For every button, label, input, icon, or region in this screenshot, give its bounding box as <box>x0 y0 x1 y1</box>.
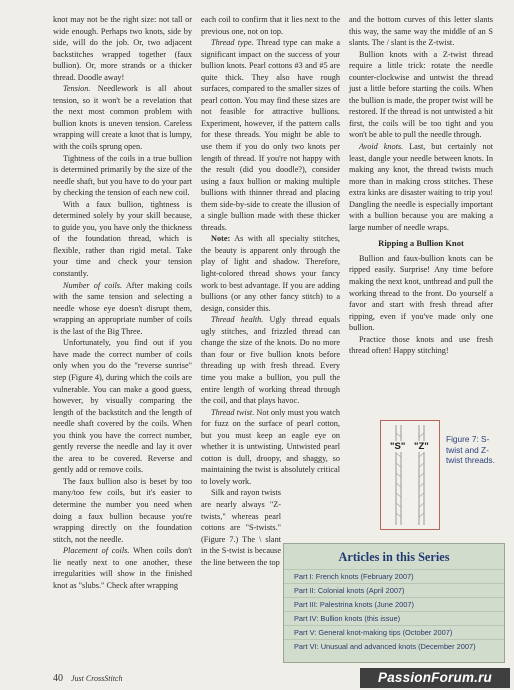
paragraph-note: Note: As with all specialty stitches, the beauty is apparent only through the play of light and shadow. Therefore, light-colored thread shows your fancy work to best advantage. If you are adding bullions (or any other fancy stitch) to a design, consider this. <box>201 234 340 313</box>
section-heading: Ripping a Bullion Knot <box>378 238 464 249</box>
figure-caption: Figure 7: S-twist and Z-twist threads. <box>446 434 495 465</box>
paragraph-avoid-knots: Avoid knots. Last, but certainly not least, dangle your needle between knots. In making any knot, the thread twists much more than in making cross stitches. These extra kinks are disaster waiting to trip you! Dangling the needle is especially important with a bullion because you are making a large number of needle wraps. <box>349 142 493 232</box>
paragraph-thread-twist: Thread twist. Not only must you watch for fuzz on the surface of pearl cotton, but you must keep an eagle eye on whether it is untwisting. Untwisted pearl cotton is dull, droopy, and shaggy, so maintaining the twist is absolutely critical to lovely work. <box>201 407 340 486</box>
paragraph-thread-health: Thread health. Ugly thread equals ugly stitches, and frizzled thread can change the size of the knots. Do no more than four or five bullion knots before threading up with fresh thread. Every time you make a bullion, you pull the entire length of working thread through the coil, and that plays havoc. <box>201 315 340 406</box>
column-1 <box>53 14 192 591</box>
run-in-heading: Note: <box>211 234 231 244</box>
paragraph: knot may not be the right size: not tall or wide enough. Perhaps two knots, side by side, will do the job. Or, two adjacent backstitches wrapped together (faux bullion). Or, more strands or a thicker thread. Doodle away! <box>53 15 192 82</box>
z-twist-label: "Z" <box>414 441 429 452</box>
run-in-heading: Thread health. <box>211 315 264 325</box>
figure-image <box>380 420 440 530</box>
magazine-name: Just CrossStitch <box>71 674 123 683</box>
paragraph: Silk and rayon twists are nearly always "Z-twists," whereas pearl cottons are "S-twists." (Figure 7.) The \ slant in the S-twist is because the line between the top <box>201 488 281 567</box>
twisted-threads-illustration <box>381 421 439 529</box>
paragraph-placement: Placement of coils. When coils don't lie neatly next to one another, these irregularities will show in the finished knot as "slubs." Check after wrapping <box>53 546 192 590</box>
series-item: Part I: French knots (February 2007) <box>284 569 504 583</box>
paragraph: and the bottom curves of this letter slants this way, the same way the middle of an S slants. The / slant is the Z-twist. <box>349 15 493 48</box>
column-2 <box>201 14 340 568</box>
paragraph: The faux bullion also is beset by too many/too few coils, but it's easier to determine the number you need when doing a faux bullion because you're wrapping directly on the foundation stitch, not the needle. <box>53 476 192 544</box>
series-title: Articles in this Series <box>338 550 450 564</box>
paragraph: With a faux bullion, tightness is determined solely by your skill because, to guide you, you have only the thickness of the foundation thread, which is flexible, rather than rigid metal. Take your time and check your tension constantly. <box>53 199 192 279</box>
paragraph-thread-type: Thread type. Thread type can make a significant impact on the success of your bullion knots. Pearl cottons #3 and #5 are quite thick. They also have rough surfaces, compared to the smaller sizes of pearl cotton. You may find these sizes are not feasible for attractive bullions. Experiment, however, if the pattern calls for these threads. You might be able to use them if you do only two knots per length of thread. If you're not happy with the result (did you doodle?), consider using a faux bullion or making multiple bullions with thinner thread and placing them side-by-side to create the illusion of a single bullion made with these thicker threads. <box>201 38 340 232</box>
run-in-heading: Number of coils. <box>63 280 123 290</box>
page-footer <box>53 673 122 684</box>
series-item: Part II: Colonial knots (April 2007) <box>284 583 504 597</box>
paragraph: each coil to confirm that it lies next to the previous one, not on top. <box>201 15 340 36</box>
paragraph: Practice those knots and use fresh thread often! Happy stitching! <box>349 334 493 356</box>
series-item: Part V: General knot-making tips (October 2007) <box>284 625 504 639</box>
column-3 <box>349 14 493 357</box>
run-in-heading: Thread twist. <box>211 407 255 417</box>
paragraph: Bullion knots with a Z-twist thread require a little trick: rotate the needle counter-clockwise and untwist the thread just a little before starting the coils. When the bullion is made, the proper twist will be restored. If the thread is not untwisted a bit first, the coils will be too tight and you won't be able to pull the needle through. <box>349 49 493 140</box>
series-item: Part IV: Bullion knots (this issue) <box>284 611 504 625</box>
run-in-heading: Placement of coils. <box>63 546 130 556</box>
series-item: Part III: Palestrina knots (June 2007) <box>284 597 504 611</box>
series-item: Part VI: Unusual and advanced knots (December 2007) <box>284 639 504 653</box>
run-in-heading: Avoid knots. <box>359 142 404 152</box>
paragraph: Bullion and faux-bullion knots can be ripped easily. Surprise! Any time before making the next knot, unthread and pull the working thread to the front. Do yourself a favor and start with fresh thread after ripping, even if you've made only one bullion. <box>349 253 493 333</box>
figure-7 <box>380 420 500 530</box>
site-watermark: PassionForum.ru <box>360 668 510 688</box>
run-in-heading: Tension. <box>63 84 91 94</box>
articles-series-box <box>283 543 505 663</box>
series-list <box>284 569 504 653</box>
run-in-heading: Thread type. <box>211 38 254 48</box>
s-twist-label: "S" <box>390 441 406 452</box>
paragraph-tension: Tension. Needlework is all about tension, so it won't be a revelation that the next most common problem with bullion knots is uneven tension. Careless wrapping will create a knot that is lumpy, with the coils sprung open. <box>53 84 192 152</box>
paragraph: Unfortunately, you find out if you have made the correct number of coils only when you do the "reverse sunrise" step (Figure 4), during which the coils are vulnerable. You can make a good guess, however, by visually comparing the length of the backstitch and the length of needle shaft covered by the coils. When you think you have the correct number, gently reverse the needle and lay it over the area to be covered. Reverse and gently add or remove coils. <box>53 338 192 475</box>
page-number: 40 <box>53 673 63 684</box>
paragraph-coils: Number of coils. After making coils with the same tension and selecting a needle whose eye doesn't disrupt them, wrapping an appropriate number of coils is the last of the Big Three. <box>53 280 192 336</box>
paragraph: Tightness of the coils in a true bullion is determined primarily by the size of the needle shaft, but you have to do your part by checking the tension of each new coil. <box>53 153 192 198</box>
